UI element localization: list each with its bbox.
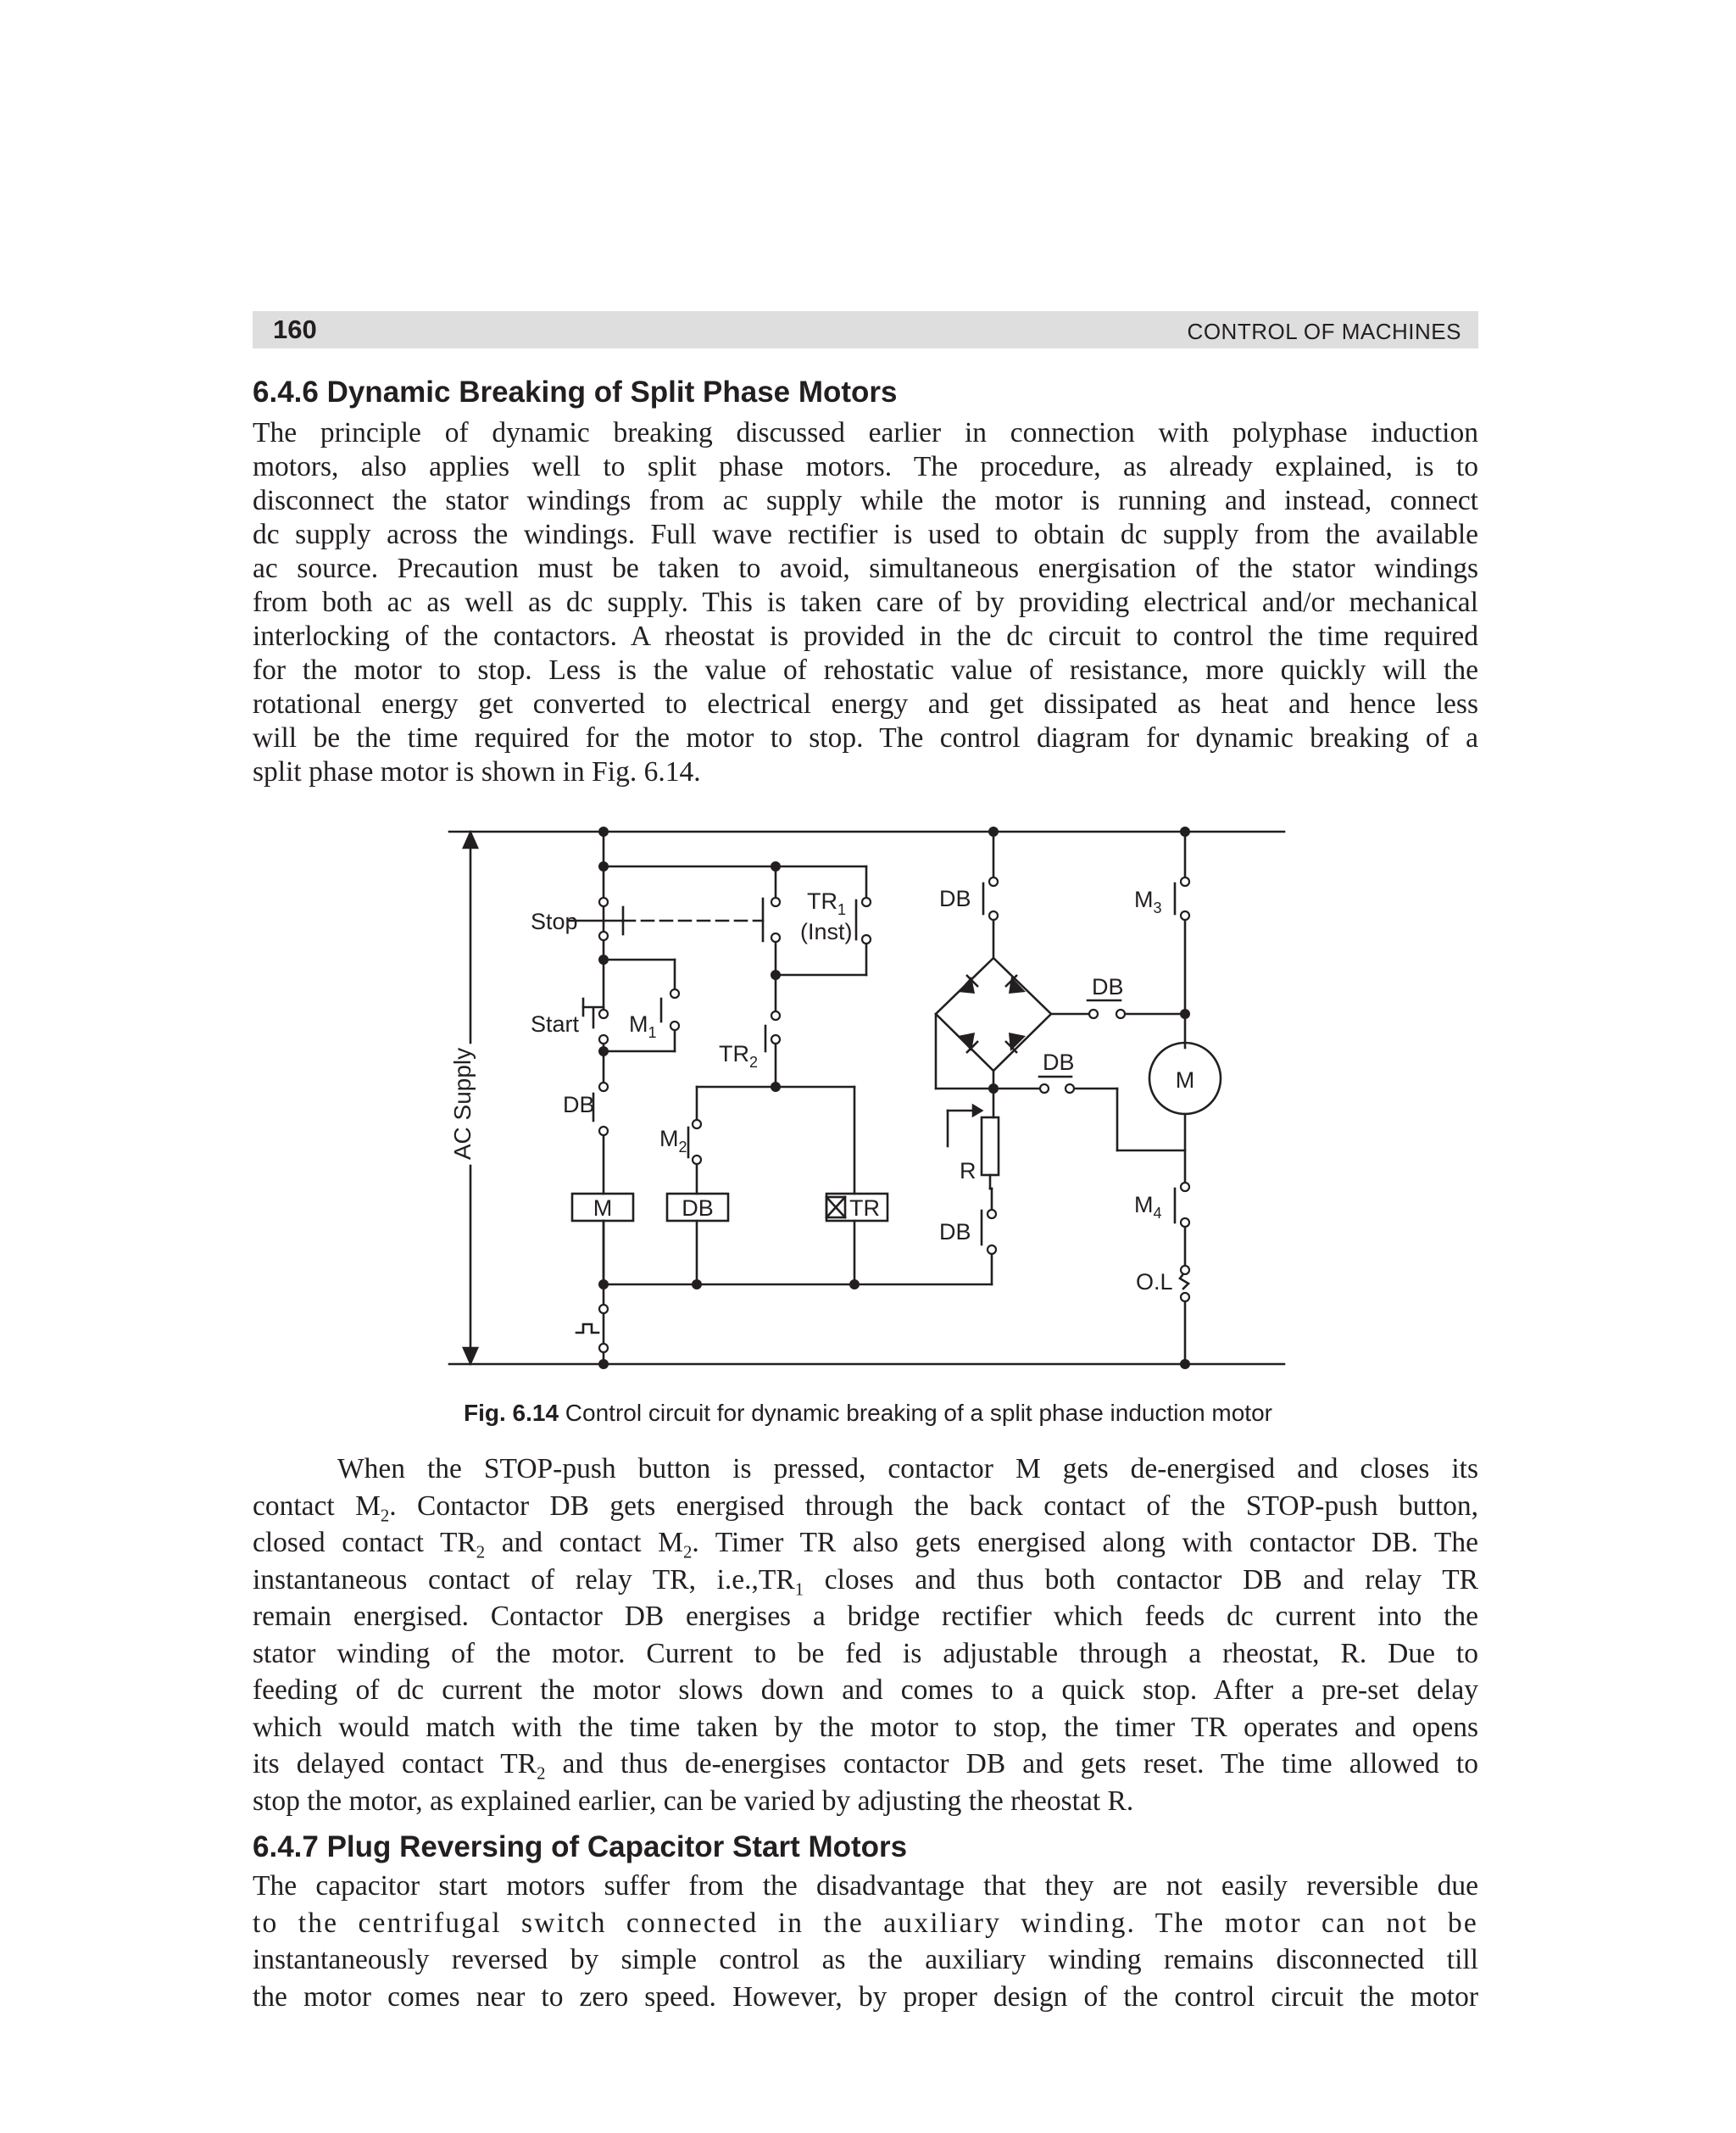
db-lower-label: DB bbox=[939, 1219, 971, 1245]
arrow-head-up bbox=[464, 833, 477, 848]
section-heading-6-4-7: 6.4.7 Plug Reversing of Capacitor Start Motors bbox=[253, 1830, 908, 1863]
text-line: its delayed contact $TR_2$ and thus de-energises contactor DB and gets reset. The time allowed to bbox=[253, 1748, 1478, 1784]
rheostat bbox=[982, 1117, 999, 1175]
stop-label: Stop bbox=[531, 909, 578, 934]
text-line: stator winding of the motor. Current to be fed is adjustable through a rheostat, R. Due to bbox=[253, 1637, 1478, 1669]
coil-tr-label: TR bbox=[849, 1195, 880, 1221]
text-line: rotational energy get converted to electrical energy and get dissipated as heat and hence less bbox=[253, 688, 1478, 720]
text-line: feeding of dc current the motor slows down and comes to a quick stop. After a pre-set delay bbox=[253, 1674, 1478, 1706]
text-line: instantaneously reversed by simple control as the auxiliary winding remains disconnected till bbox=[253, 1944, 1478, 1975]
overload-label: O.L bbox=[1136, 1269, 1173, 1295]
text-line: motors, also applies well to split phase motors. The procedure, as already explained, is to bbox=[253, 451, 1478, 482]
thermal-symbol bbox=[576, 1324, 598, 1333]
bridge-diodes bbox=[958, 977, 1026, 1051]
tr1-label: $TR_1$ bbox=[807, 888, 847, 918]
tr2-label: $TR_2$ bbox=[719, 1041, 759, 1071]
motor-label: M bbox=[1175, 1067, 1195, 1093]
page-number: 160 bbox=[273, 315, 317, 344]
text-line: the motor comes near to zero speed. However, by proper design of the control circuit the motor bbox=[253, 1980, 1478, 2013]
db-middle-label: DB bbox=[1043, 1050, 1075, 1075]
db-top-label: DB bbox=[939, 886, 971, 911]
text-line: disconnect the stator windings from ac supply while the motor is running and instead, connect bbox=[253, 485, 1478, 516]
start-label: Start bbox=[531, 1011, 580, 1037]
text-line: to the centrifugal switch connected in the auxiliary winding. The motor can not be bbox=[253, 1907, 1478, 1939]
text-line: which would match with the time taken by the motor to stop, the timer TR operates and opens bbox=[253, 1711, 1478, 1743]
arrow-head-down bbox=[464, 1348, 477, 1363]
text-line: The principle of dynamic breaking discussed earlier in connection with polyphase induction bbox=[253, 417, 1478, 448]
text-line: remain energised. Contactor DB energises a bridge rectifier which feeds dc current into the bbox=[253, 1601, 1478, 1632]
rheostat-label: R bbox=[960, 1158, 976, 1183]
text-line: When the STOP-push button is pressed, contactor M gets de-energised and closes its bbox=[337, 1453, 1478, 1484]
text-line: contact $M_2$. Contactor DB gets energised through the back contact of the STOP-push button, bbox=[253, 1490, 1478, 1525]
bridge-rectifier bbox=[936, 958, 1051, 1071]
text-line: split phase motor is shown in Fig. 6.14. bbox=[253, 756, 701, 788]
text-line: The capacitor start motors suffer from the disadvantage that they are not easily reversible due bbox=[253, 1870, 1478, 1902]
m3-label: $M_3$ bbox=[1134, 887, 1162, 916]
coil-m-label: M bbox=[593, 1195, 613, 1221]
m2-label: $M_2$ bbox=[659, 1126, 687, 1156]
inst-label: (Inst) bbox=[800, 919, 853, 944]
text-line: for the motor to stop. Less is the value of rehostatic value of resistance, more quickly will the bbox=[253, 654, 1478, 686]
text-line: closed contact $TR_2$ and contact $M_2$. Timer TR also gets energised along with contactor DB. The bbox=[253, 1527, 1478, 1562]
figure-caption-text: Control circuit for dynamic breaking of a split phase induction motor bbox=[559, 1400, 1272, 1426]
text-line: instantaneous contact of relay TR, $i.e.,TR_1$ closes and thus both contactor DB and relay TR bbox=[253, 1563, 1478, 1599]
m1-label: $M_1$ bbox=[629, 1011, 657, 1041]
db-bridge-label: DB bbox=[1092, 974, 1124, 1000]
text-line: stop the motor, as explained earlier, can be varied by adjusting the rheostat R. bbox=[253, 1785, 1134, 1817]
figure-caption-label: Fig. 6.14 bbox=[463, 1400, 559, 1426]
coil-db-label: DB bbox=[682, 1195, 714, 1221]
running-title: CONTROL OF MACHINES bbox=[1187, 319, 1461, 344]
text-line: from both ac as well as dc supply. This is taken care of by providing electrical and/or mechanical bbox=[253, 587, 1478, 618]
contact-terminals bbox=[599, 877, 1189, 1352]
m4-label: $M_4$ bbox=[1134, 1192, 1162, 1222]
text-line: interlocking of the contactors. A rheostat is provided in the dc circuit to control the time required bbox=[253, 621, 1478, 652]
text-line: dc supply across the windings. Full wave rectifier is used to obtain dc supply from the available bbox=[253, 519, 1478, 550]
ac-supply-label: AC Supply bbox=[449, 1047, 476, 1161]
text-line: will be the time required for the motor to stop. The control diagram for dynamic breaking of a bbox=[253, 722, 1478, 754]
section-heading-6-4-6: 6.4.6 Dynamic Breaking of Split Phase Motors bbox=[253, 376, 898, 409]
figure-caption bbox=[0, 1400, 1736, 1427]
junction-dots bbox=[598, 827, 1190, 1369]
text-line: ac source. Precaution must be taken to avoid, simultaneous energisation of the stator windings bbox=[253, 553, 1478, 584]
db-left-label: DB bbox=[563, 1092, 595, 1117]
paragraph-6-4-7 bbox=[253, 1870, 1478, 2018]
paragraph-explanation bbox=[253, 1453, 1478, 1822]
